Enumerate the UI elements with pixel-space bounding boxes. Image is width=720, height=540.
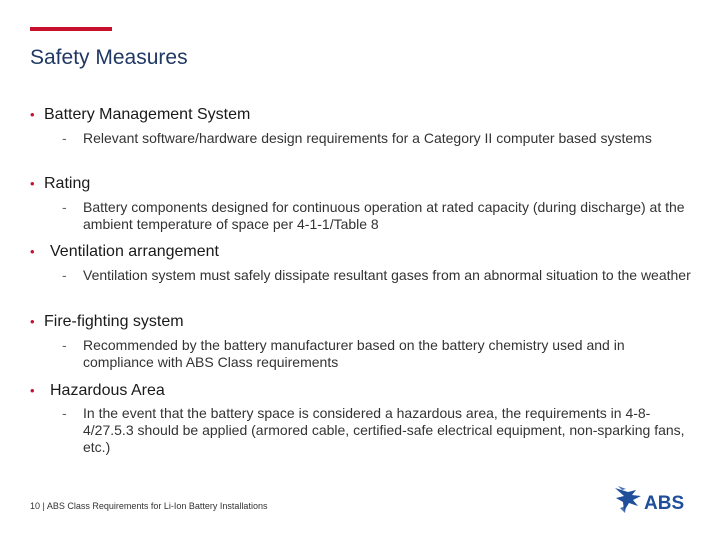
bullet-heading xyxy=(30,313,184,331)
eagle-icon xyxy=(615,486,641,513)
bullet-dot-icon: • xyxy=(30,107,35,122)
bullet-sub-text: Battery components designed for continuous operation at rated capacity (during discharge) at the ambient temperature of space per 4-1-1/Table 8 xyxy=(83,199,685,232)
bullet-heading-text: Battery Management System xyxy=(44,106,251,123)
bullet-heading-text: Hazardous Area xyxy=(50,382,165,399)
bullet-heading xyxy=(30,243,219,261)
bullet-sub-text: Relevant software/hardware design requirements for a Category II computer based systems xyxy=(83,130,652,146)
bullet-dot-icon: • xyxy=(30,383,35,398)
bullet-sub-item xyxy=(62,199,692,233)
page-title: Safety Measures xyxy=(30,46,188,69)
bullet-heading-text: Rating xyxy=(44,175,91,192)
logo-text: ABS xyxy=(644,493,685,514)
bullet-sub-item xyxy=(62,405,692,456)
bullet-heading-text: Ventilation arrangement xyxy=(50,243,219,260)
bullet-heading xyxy=(30,175,90,193)
bullet-dot-icon: • xyxy=(30,244,35,259)
bullet-heading-text: Fire-fighting system xyxy=(44,313,184,330)
bullet-sub-text: Recommended by the battery manufacturer based on the battery chemistry used and in compliance with ABS Class requirements xyxy=(83,337,625,370)
bullet-sub-item xyxy=(62,337,692,371)
bullet-dot-icon: • xyxy=(30,176,35,191)
dash-icon: - xyxy=(62,405,67,421)
bullet-sub-text: In the event that the battery space is considered a hazardous area, the requirements in 4-8-4/27.5.3 should be applied (armored cable, certified-safe electrical equipment, non-sparking fans, etc.) xyxy=(83,405,685,455)
bullet-heading xyxy=(30,382,165,400)
footer-text: 10 | ABS Class Requirements for Li-Ion Battery Installations xyxy=(30,501,268,511)
title-accent-bar xyxy=(30,27,112,31)
dash-icon: - xyxy=(62,337,67,353)
bullet-sub-item xyxy=(62,130,692,147)
dash-icon: - xyxy=(62,130,67,146)
bullet-sub-item xyxy=(62,267,692,284)
dash-icon: - xyxy=(62,267,67,283)
abs-logo xyxy=(614,484,694,516)
bullet-heading xyxy=(30,106,250,124)
bullet-sub-text: Ventilation system must safely dissipate resultant gases from an abnormal situation to the weather xyxy=(83,267,691,283)
bullet-dot-icon: • xyxy=(30,314,35,329)
dash-icon: - xyxy=(62,199,67,215)
